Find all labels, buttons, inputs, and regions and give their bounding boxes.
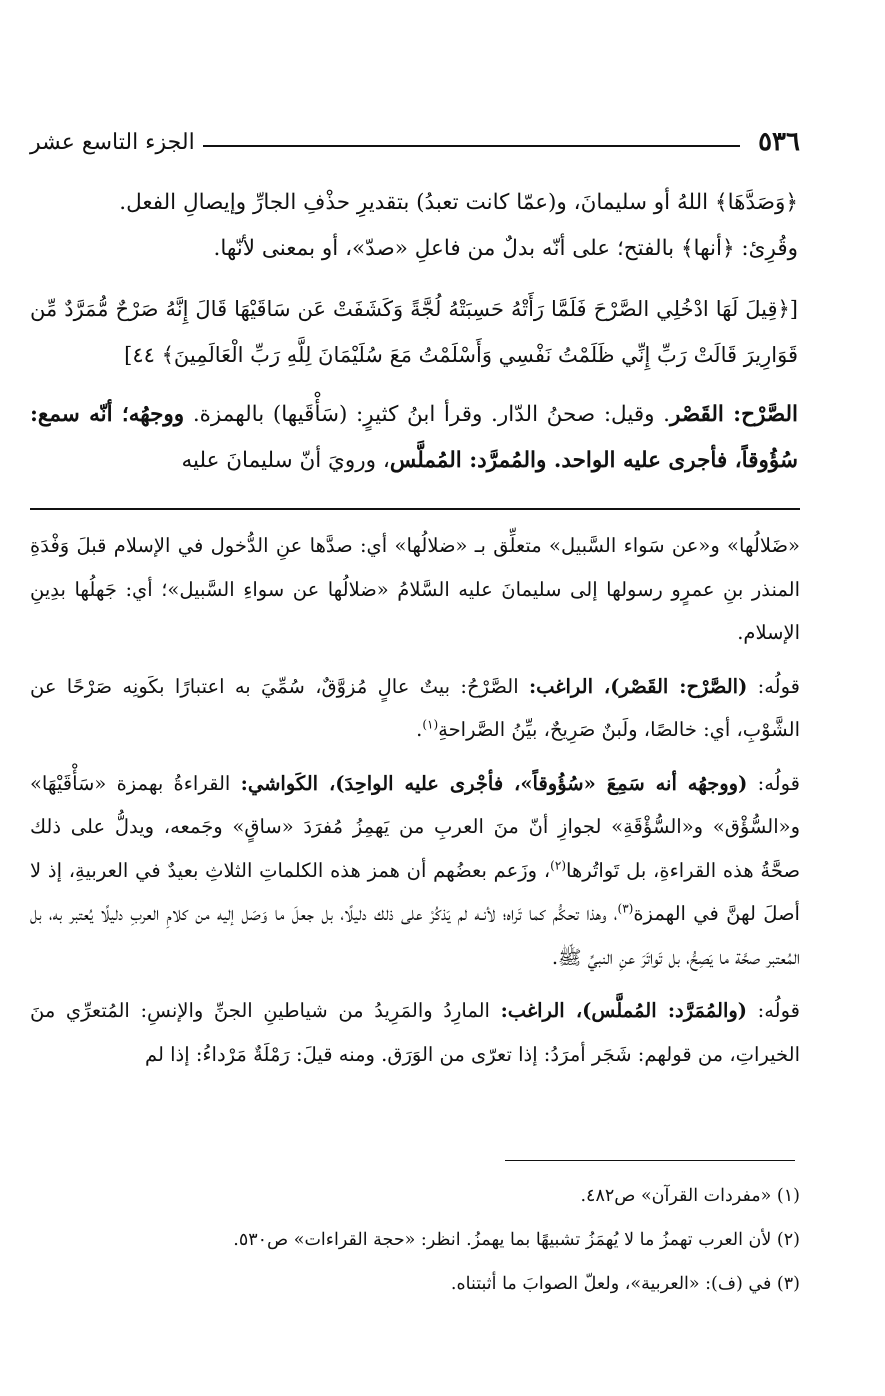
- gloss-para-1: «ضَلالُها» و«عن سَواء السَّبيل» متعلِّق بـ «ضلالُها» أي: صدَّها عنِ الدُّخول في الإسلام قبلَ وَفْدَةِ المنذر بنِ عمرٍو رسولها إلى سليمانَ عليه السَّلامُ «ضلالُها عن سواءِ السَّبيل»؛ أي: جَهلُها بدِينِ الإسلام.: [30, 534, 800, 644]
- gloss-qawluhu-2: قولُه:: [747, 771, 800, 795]
- main-line-1: ﴿وَصَدَّهَا﴾ اللهُ أو سليمانَ، و(عمّا كانت تعبدُ) بتقديرِ حذْفِ الجارِّ وإيصالِ الفعل.: [119, 190, 798, 215]
- explain-text-1: . وقيل: صحنُ الدّار. وقرأ ابنُ كثيرٍ: (سَأْقَيها) بالهمزة.: [184, 402, 670, 427]
- quran-verse: [﴿قِيلَ لَهَا ادْخُلِي الصَّرْحَ فَلَمَّا رَأَتْهُ حَسِبَتْهُ لُجَّةً وَكَشَفَتْ عَن سَاقَيْهَا قَالَ إِنَّهُ صَرْحٌ مُّمَرَّدٌ مِّن قَوَارِيرَ قَالَتْ رَبِّ إِنِّي ظَلَمْتُ نَفْسِي وَأَسْلَمْتُ مَعَ سُلَيْمَانَ لِلَّهِ رَبِّ الْعَالَمِينَ﴾ ٤٤]: [30, 297, 798, 367]
- gloss-para-2: قولُه: (الصَّرْح: القَصْر)، الراغب: الصَّرْحُ: بيتٌ عالٍ مُزوَّقٌ، سُمِّيَ به اعتبارًا بكَونِه صَرْحًا عن الشَّوْبِ، أي: خالصًا، ولَبنٌ صَرِيحٌ، بيِّنُ الصَّراحةِ$^{(١)}$.: [30, 674, 800, 741]
- gloss-section: [30, 524, 800, 1086]
- gloss-qawluhu-1: قولُه:: [747, 674, 800, 698]
- footnote-3: (٣) في (ف): «العربية»، ولعلّ الصوابَ ما أثبتناه.: [450, 1274, 800, 1294]
- explain-bold-2: ووجهُه؛ أنّه سمع: سُؤُوقاً، فأجرى عليه الواحد. والمُمرَّد: المُملَّس: [30, 402, 798, 473]
- running-header: [30, 120, 800, 164]
- gloss-text-4: المارِدُ والمَرِيدُ من شياطينِ الجنِّ والإنسِ: المُتعرِّي منَ الخيراتِ، من قولهم: شَجَر أمرَدُ: إذا تعرّى من الوَرَق. ومنه قيلَ: رَمْلَةٌ مَرْداءُ: إذا لم: [30, 999, 800, 1066]
- footnote-ref-3[interactable]: (٣): [617, 901, 634, 916]
- footnote-ref-2[interactable]: (٢): [550, 858, 566, 872]
- footnote-ref-1[interactable]: (١): [422, 717, 439, 732]
- footnote-rule: [505, 1160, 795, 1161]
- footnote-2: (٢) لأن العرب تهمزُ ما لا يُهمَزُ تشبيهًا بما يهمزُ. انظر: «حجة القراءات» ص٥٣٠.: [233, 1230, 800, 1250]
- footnotes: [30, 1174, 800, 1306]
- running-title: الجزء التاسع عشر: [30, 129, 195, 155]
- footnote-1: (١) «مفردات القرآن» ص٤٨٢.: [580, 1186, 800, 1206]
- gloss-text-3a: القراءةُ بهمزة «سَأْقَيْهَا» و«السُّؤْق» و«السُّؤْقَةِ» لجوازِ أنّ منَ العربِ من يَهمِزُ مُفرَدَ «ساقٍ» وجَمعه، ويدلُّ على ذلك صحَّةُ هذه القراءةِ، بل تَواتُرها: [30, 771, 801, 882]
- gloss-text-2: الصَّرْحُ: بيتٌ عالٍ مُزوَّقٌ، سُمِّيَ به اعتبارًا بكَونِه صَرْحًا عن الشَّوْبِ، أي: خالصًا، ولَبنٌ صَرِيحٌ، بيِّنُ الصَّراحةِ: [30, 674, 800, 741]
- header-rule: [203, 145, 740, 147]
- gloss-text-3b: ، وزَعم بعضُهم أن همز هذه الكلماتِ الثلاثِ بعيدٌ في العربيةِ، إذ لا أصلَ لهنَّ في الهمزة: [30, 858, 800, 925]
- gloss-qawluhu-3: قولُه:: [747, 999, 800, 1022]
- gloss-lemma-1: (الصَّرْح: القَصْر)، الراغب:: [528, 674, 748, 698]
- gloss-para-3: [30, 762, 800, 980]
- gloss-para-4: [30, 989, 800, 1076]
- main-line-2: وقُرِئ: ﴿أنها﴾ بالفتح؛ على أنّه بدلٌ من فاعلِ «صدّ»، أو بمعنى لأنّها.: [213, 236, 798, 261]
- page-number: ٥٣٦: [758, 127, 800, 157]
- main-commentary: [30, 180, 798, 484]
- term-sarh: الصَّرْح: [741, 402, 798, 427]
- explain-text-2: ، ورويَ أنّ سليمانَ عليه: [181, 448, 390, 473]
- main-explanation: [30, 392, 798, 484]
- gloss-lemma-3: (والمُمَرَّد: المُملَّس)، الراغب:: [500, 999, 748, 1022]
- gloss-lemma-2: (ووجهُه أنه سَمِعَ «سُؤُوقاً»، فأجْرى عليه الواحِدَ)، الكَواشي:: [240, 771, 748, 795]
- gloss-text-3c: ، وهذا تحكُّم كما تَراه؛ لأنـه لم يَذكُرْ على ذلك دليلًا، بل جعلَ ما وَصَل إليه من كلامِ العربِ دليلًا يُعتبر به، بل المُعتبر صحَّة ما يَصِحُّ، بل تَواتَرَ عنِ النبيِّ ﷺ.: [30, 902, 800, 969]
- section-divider: [30, 508, 800, 510]
- term-qasr: : القَصْر: [669, 402, 742, 427]
